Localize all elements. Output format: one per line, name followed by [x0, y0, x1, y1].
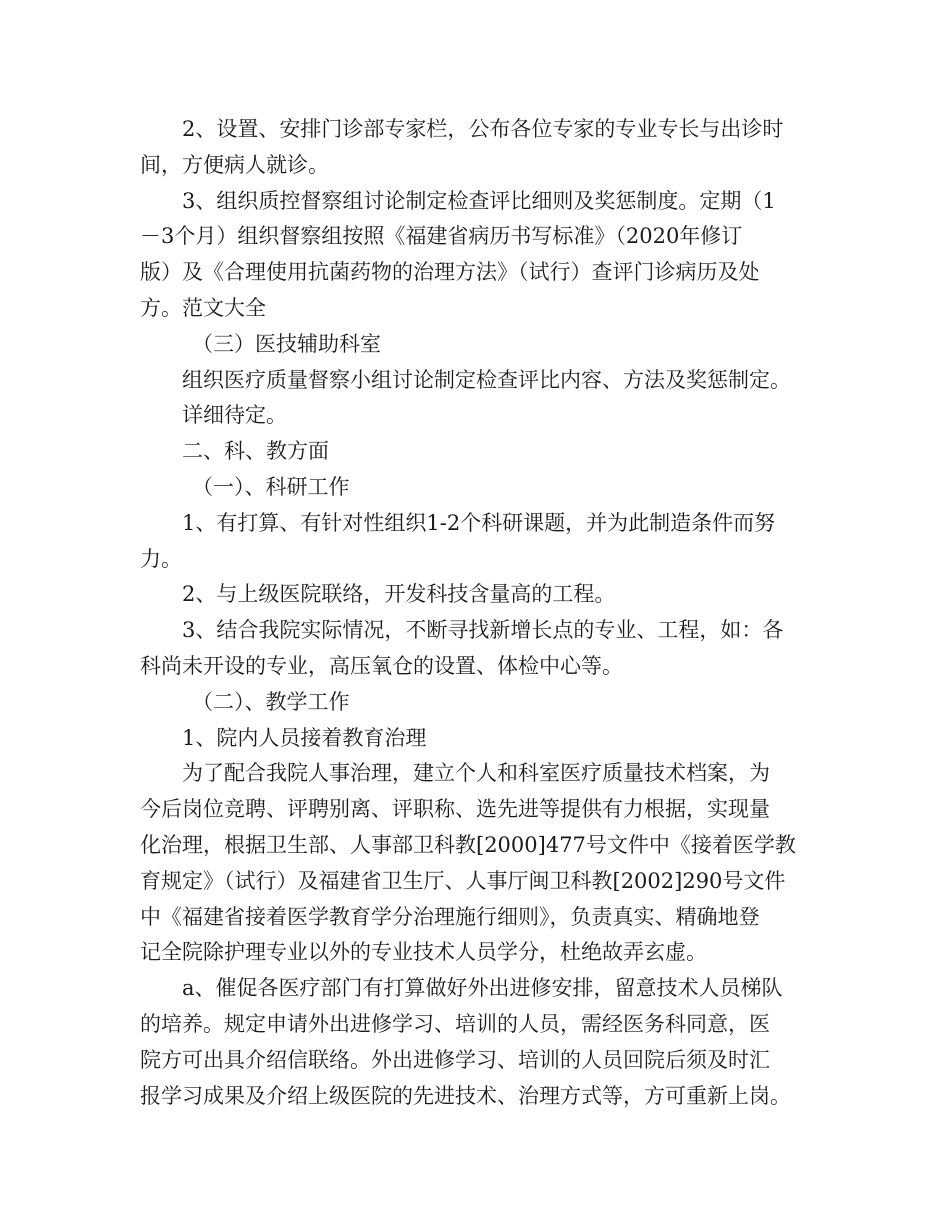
text-line: 力。: [140, 546, 182, 571]
document-page: [140, 112, 820, 1114]
text-line: 2、设置、安排门诊部专家栏，公布各位专家的专业专长与出诊时: [182, 117, 784, 141]
text-line: 育规定》（试行）及福建省卫生厅、人事厅闽卫科教[2002]290号文件: [140, 868, 786, 893]
text-line: 版）及《合理使用抗菌药物的治理方法》（试行）查评门诊病历及处: [140, 260, 760, 285]
text-line: 的培养。规定申请外出进修学习、培训的人员，需经医务科同意，医: [140, 1011, 770, 1036]
text-line: 中《福建省接着医学教育学分治理施行细则》，负责真实、精确地登: [140, 904, 760, 929]
text-line: 1、有打算、有针对性组织1-2个科研课题，并为此制造条件而努: [182, 510, 776, 535]
text-line: 详细待定。: [182, 403, 287, 428]
text-line: （三）医技辅助科室: [192, 331, 381, 356]
text-line: 3、组织质控督察组讨论制定检查评比细则及奖惩制度。定期（1: [182, 188, 776, 213]
text-line: 报学习成果及介绍上级医院的先进技术、治理方式等，方可重新上岗。: [140, 1083, 791, 1108]
text-line: 方。范文大全: [140, 295, 266, 320]
text-line: （一）、科研工作: [192, 474, 350, 499]
text-line: 院方可出具介绍信联络。外出进修学习、培训的人员回院后须及时汇: [140, 1047, 770, 1072]
text-line: 1、院内人员接着教育治理: [182, 725, 427, 750]
text-line: 间，方便病人就诊。: [140, 152, 329, 177]
text-line: a、催促各医疗部门有打算做好外出进修安排，留意技术人员梯队: [182, 976, 783, 1001]
text-line: （二）、教学工作: [192, 689, 350, 714]
text-line: －3个月）组织督察组按照《福建省病历书写标准》（2020年修订: [140, 224, 743, 249]
text-line: 科尚未开设的专业，高压氧仓的设置、体检中心等。: [140, 653, 623, 678]
text-line: 为了配合我院人事治理，建立个人和科室医疗质量技术档案，为: [182, 761, 770, 786]
text-line: 二、科、教方面: [182, 439, 329, 464]
text-line: 组织医疗质量督察小组讨论制定检查评比内容、方法及奖惩制定。: [182, 367, 791, 392]
text-line: 2、与上级医院联络，开发科技含量高的工程。: [182, 582, 616, 607]
text-line: 3、结合我院实际情况，不断寻找新增长点的专业、工程，如：各: [182, 618, 784, 643]
text-line: 记全院除护理专业以外的专业技术人员学分，杜绝故弄玄虚。: [140, 940, 707, 965]
text-line: 今后岗位竞聘、评聘别离、评职称、选先进等提供有力根据，实现量: [140, 797, 770, 822]
text-line: 化治理，根据卫生部、人事部卫科教[2000]477号文件中《接着医学教: [140, 832, 796, 857]
